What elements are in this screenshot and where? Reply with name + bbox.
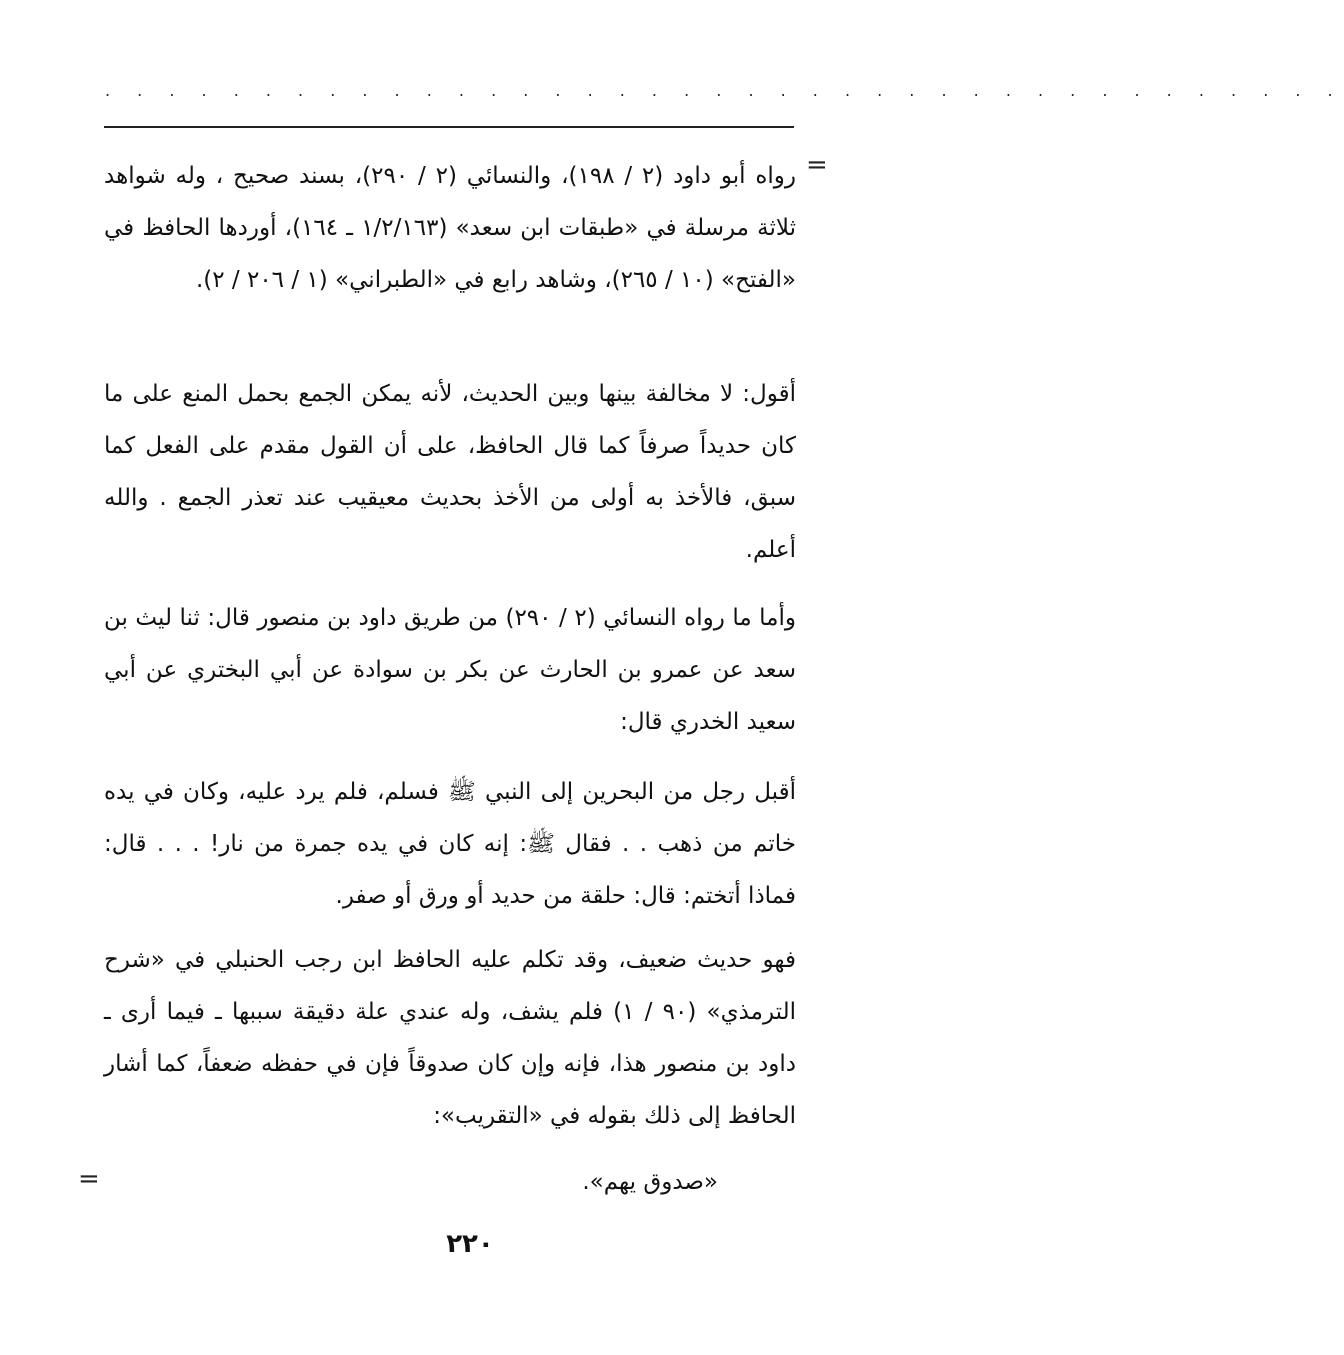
quote-taqrib: «صدوق يهم». bbox=[582, 1169, 718, 1195]
paragraph-2: وأما ما رواه النسائي (٢ / ٢٩٠) من طريق داود بن منصور قال: ثنا ليث بن سعد عن عمرو بن الحارث عن بكر بن سوادة عن أبي البختري عن أبي سعيد الخدري قال: bbox=[104, 605, 797, 735]
footnote-text: رواه أبو داود (٢ / ١٩٨)، والنسائي (٢ / ٢٩٠)، بسند صحيح ، وله شواهد ثلاثة مرسلة في «طبقات ابن سعد» (١/٢/١٦٣ ـ ١٦٤)، أوردها الحافظ في «الفتح» (١٠ / ٢٦٥)، وشاهد رابع في «الطبراني» (١ / ٢٠٦ / ٢). bbox=[104, 163, 796, 293]
header-dotted-line: . . . . . . . . . . . . . . . . . . . . . . . . . . . . . . . . . . . . . . . bbox=[105, 81, 1344, 100]
continuation-marker-top: = bbox=[806, 150, 828, 180]
continuation-marker-bottom: = bbox=[78, 1164, 100, 1194]
paragraph-1: أقول: لا مخالفة بينها وبين الحديث، لأنه يمكن الجمع بحمل المنع على ما كان حديداً صرفاً كما قال الحافظ، على أن القول مقدم على الفعل كما سبق، فالأخذ به أولى من الأخذ بحديث معيقيب عند تعذر الجمع . والله أعلم. bbox=[104, 381, 796, 563]
footnote-separator-rule bbox=[104, 126, 794, 128]
paragraph-4: فهو حديث ضعيف، وقد تكلم عليه الحافظ ابن رجب الحنبلي في «شرح الترمذي» (٩٠ / ١) فلم يشف، وله عندي علة دقيقة سببها ـ فيما أرى ـ داود بن منصور هذا، فإنه وإن كان صدوقاً فإن في حفظه ضعفاً، كما أشار الحافظ إلى ذلك بقوله في «التقريب»: bbox=[104, 947, 797, 1129]
paragraph-3-hadith: أقبل رجل من البحرين إلى النبي ﷺ فسلم، فلم يرد عليه، وكان في يده خاتم من ذهب . . فقال ﷺ: إنه كان في يده جمرة من نار! . . . قال: فماذا أتختم: قال: حلقة من حديد أو ورق أو صفر. bbox=[104, 779, 796, 909]
page-number: ٢٢٠ bbox=[446, 1229, 494, 1259]
